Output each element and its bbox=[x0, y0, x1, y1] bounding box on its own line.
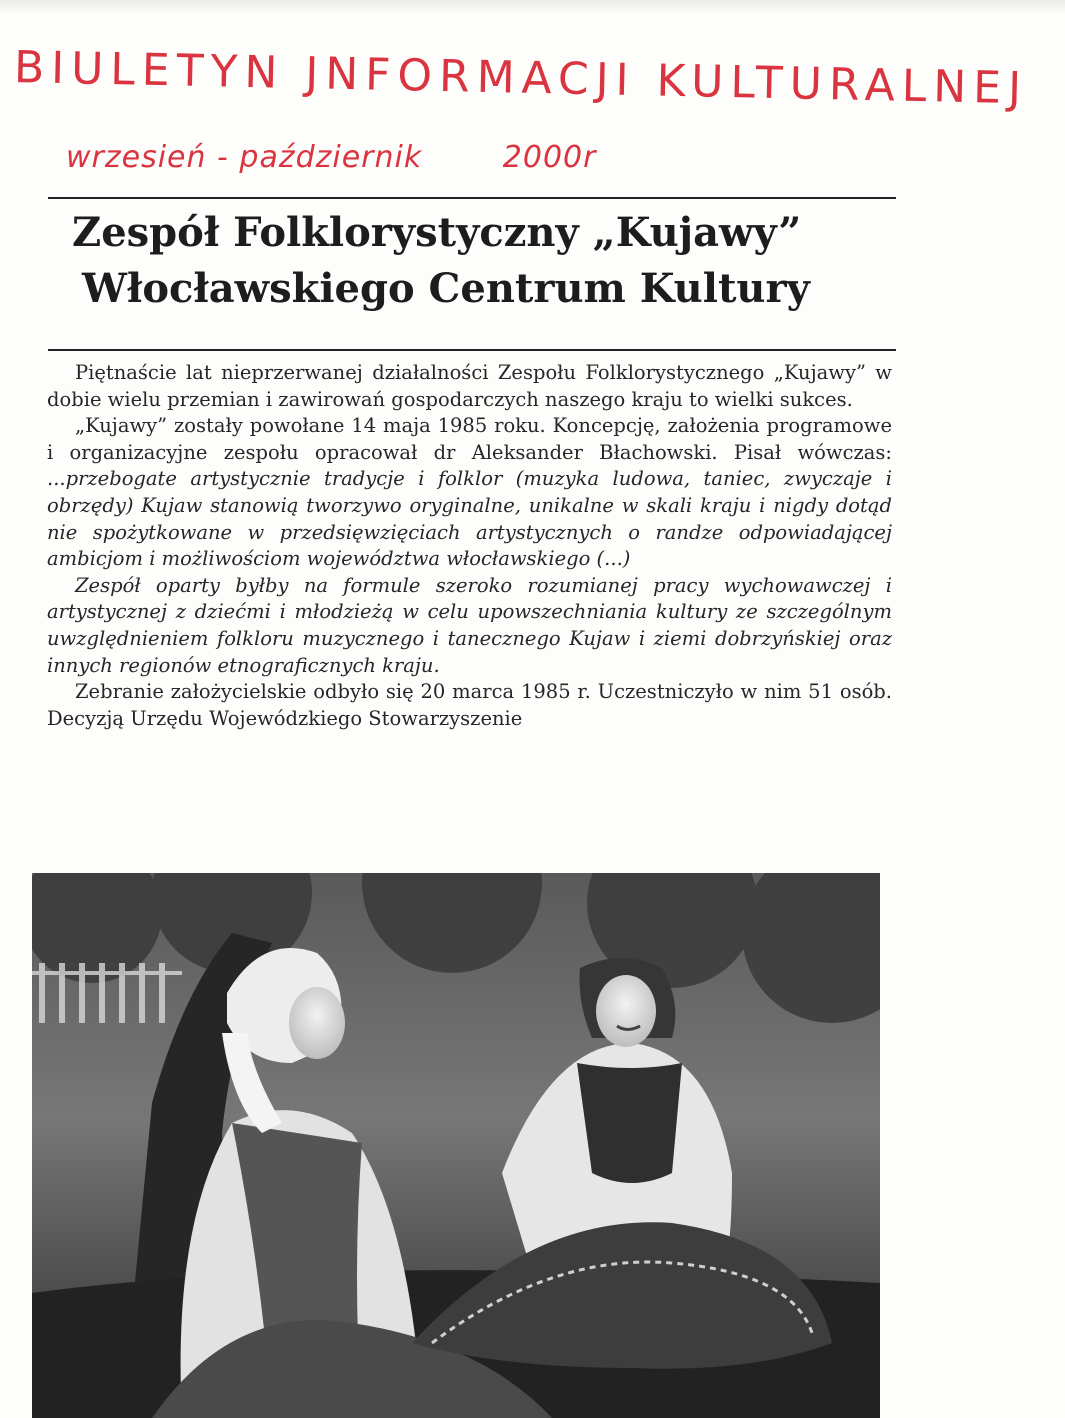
article-body bbox=[47, 360, 892, 732]
paragraph-quote: ...przebogate artystycznie tradycje i folklor (muzyka ludowa, taniec, zwyczaje i obrzędy) Kujaw stanowią tworzywo oryginalne, unikalne w skali kraju i nigdy dotąd nie spożytkowane w przedsięwzięciach artystycznych o randze odpowiadającej ambicjom i możliwościom województwa włocławskiego (...) bbox=[47, 467, 892, 571]
article-headline bbox=[72, 205, 892, 317]
handwritten-date-months: wrzesień - październik bbox=[66, 140, 423, 175]
article-paragraph: Zebranie założycielskie odbyło się 20 marca 1985 r. Uczestniczyło w nim 51 osób. Decyzją Urzędu Wojewódzkiego Stowarzyszenie bbox=[47, 680, 892, 730]
headline-line-1: Zespół Folklorystyczny „Kujawy” bbox=[72, 209, 802, 256]
handwritten-date-year: 2000r bbox=[502, 140, 597, 175]
article-paragraph bbox=[47, 573, 892, 679]
top-rule bbox=[48, 197, 896, 199]
scan-edge bbox=[0, 0, 1065, 14]
headline-rule bbox=[48, 349, 896, 351]
folk-dancers-photo bbox=[32, 873, 880, 1418]
handwritten-bulletin-title: BIULETYN JNFORMACJI KULTURALNEJ bbox=[13, 42, 1029, 115]
paragraph-text: „Kujawy” zostały powołane 14 maja 1985 roku. Koncepcję, założenia programowe i organizacyjne zespołu opracował dr Aleksander Błachowski. Pisał wówczas: bbox=[47, 414, 892, 464]
article-paragraph bbox=[47, 413, 892, 573]
handwritten-date bbox=[66, 140, 596, 175]
article-paragraph: Piętnaście lat nieprzerwanej działalności Zespołu Folklorystycznego „Kujawy” w dobie wielu przemian i zawirowań gospodarczych naszego kraju to wielki sukces. bbox=[47, 361, 892, 411]
photo-illustration bbox=[32, 873, 880, 1418]
paragraph-quote-continued: Zespół oparty byłby na formule szeroko rozumianej pracy wychowawczej i artystycznej z dziećmi i młodzieżą w celu upowszechniania kultury ze szczególnym uwzględnieniem folkloru muzycznego i tanecznego Kujaw i ziemi dobrzyńskiej oraz innych regionów etnograficznych kraju. bbox=[47, 573, 892, 677]
headline-line-2: Włocławskiego Centrum Kultury bbox=[82, 265, 810, 312]
